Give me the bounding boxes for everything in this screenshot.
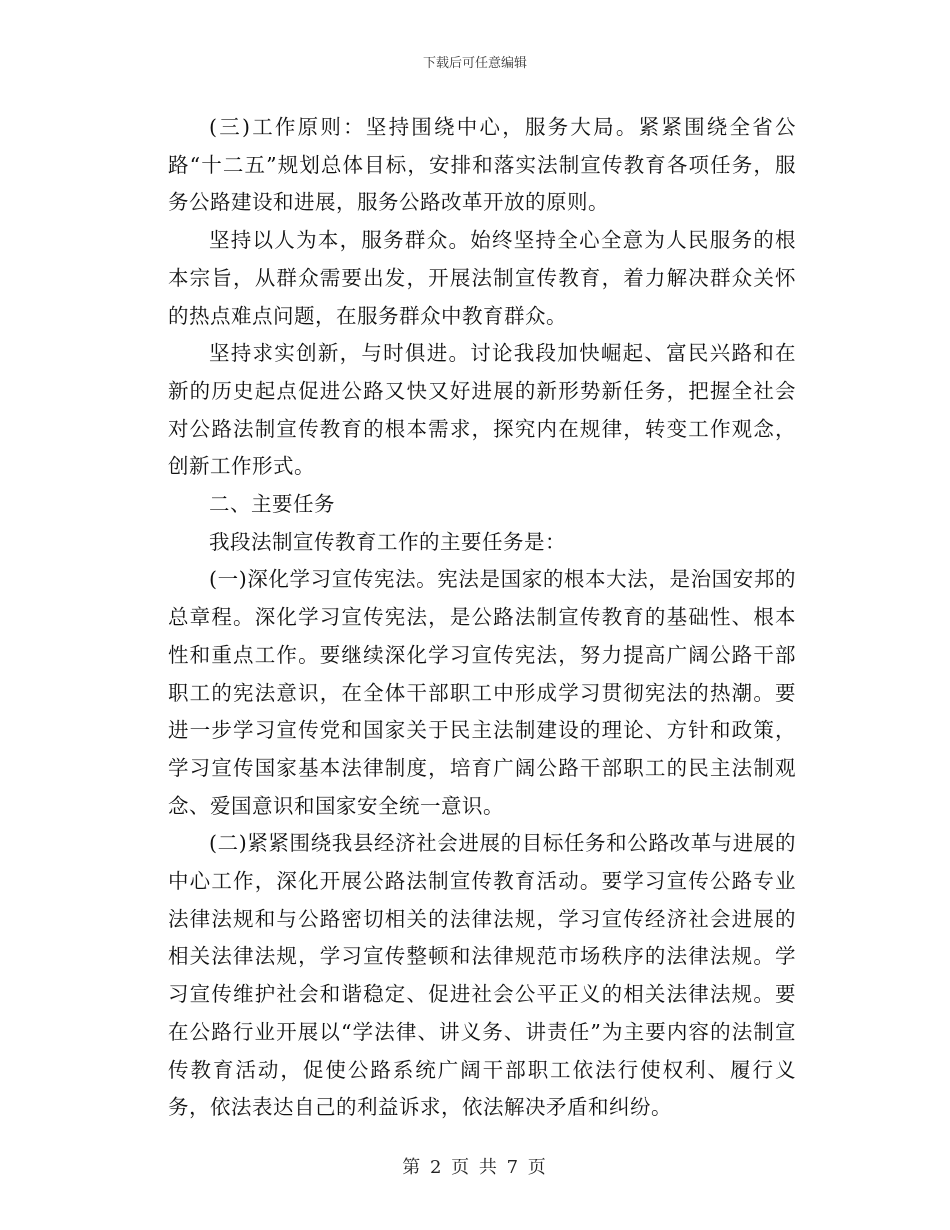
paragraph-tasks-intro: 我段法制宣传教育工作的主要任务是： (209, 529, 566, 554)
document-body (168, 109, 796, 1127)
paragraph-task-1: (一)深化学习宣传宪法。宪法是国家的根本大法，是治国安邦的总章程。深化学习宣传宪法，是公路法制宣传教育的基础性、根本性和重点工作。要继续深化学习宣传宪法，努力提高广阔公路干部职工的宪法意识，在全体干部职工中形成学习贯彻宪法的热潮。要进一步学习宣传党和国家关于民主法制建设的理论、方针和政策，学习宣传国家基本法律制度，培育广阔公路干部职工的民主法制观念、爱国意识和国家安全统一意识。 (168, 567, 796, 818)
section-heading-main-tasks: 二、主要任务 (209, 492, 335, 517)
page-number-footer: 第 2 页 共 7 页 (402, 1157, 548, 1178)
paragraph-principle-2: 坚持以人为本，服务群众。始终坚持全心全意为人民服务的根本宗旨，从群众需要出发，开展法制宣传教育，着力解决群众关怀的热点难点问题，在服务群众中教育群众。 (168, 228, 796, 328)
page-header-note: 下载后可任意编辑 (422, 56, 527, 71)
paragraph-principle-3: 坚持求实创新，与时俱进。讨论我段加快崛起、富民兴路和在新的历史起点促进公路又快又好进展的新形势新任务，把握全社会对公路法制宣传教育的根本需求，探究内在规律，转变工作观念，创新工作形式。 (168, 341, 796, 479)
paragraph-task-2: (二)紧紧围绕我县经济社会进展的目标任务和公路改革与进展的中心工作，深化开展公路法制宣传教育活动。要学习宣传公路专业法律法规和与公路密切相关的法律法规，学习宣传经济社会进展的相关法律法规，学习宣传整顿和法律规范市场秩序的法律法规。学习宣传维护社会和谐稳定、促进社会公平正义的相关法律法规。要在公路行业开展以“学法律、讲义务、讲责任”为主要内容的法制宣传教育活动，促使公路系统广阔干部职工依法行使权利、履行义务，依法表达自己的利益诉求，依法解决矛盾和纠纷。 (168, 831, 796, 1120)
paragraph-principle-1: (三)工作原则：坚持围绕中心，服务大局。紧紧围绕全省公路“十二五”规划总体目标，安排和落实法制宣传教育各项任务，服务公路建设和进展，服务公路改革开放的原则。 (168, 115, 796, 215)
